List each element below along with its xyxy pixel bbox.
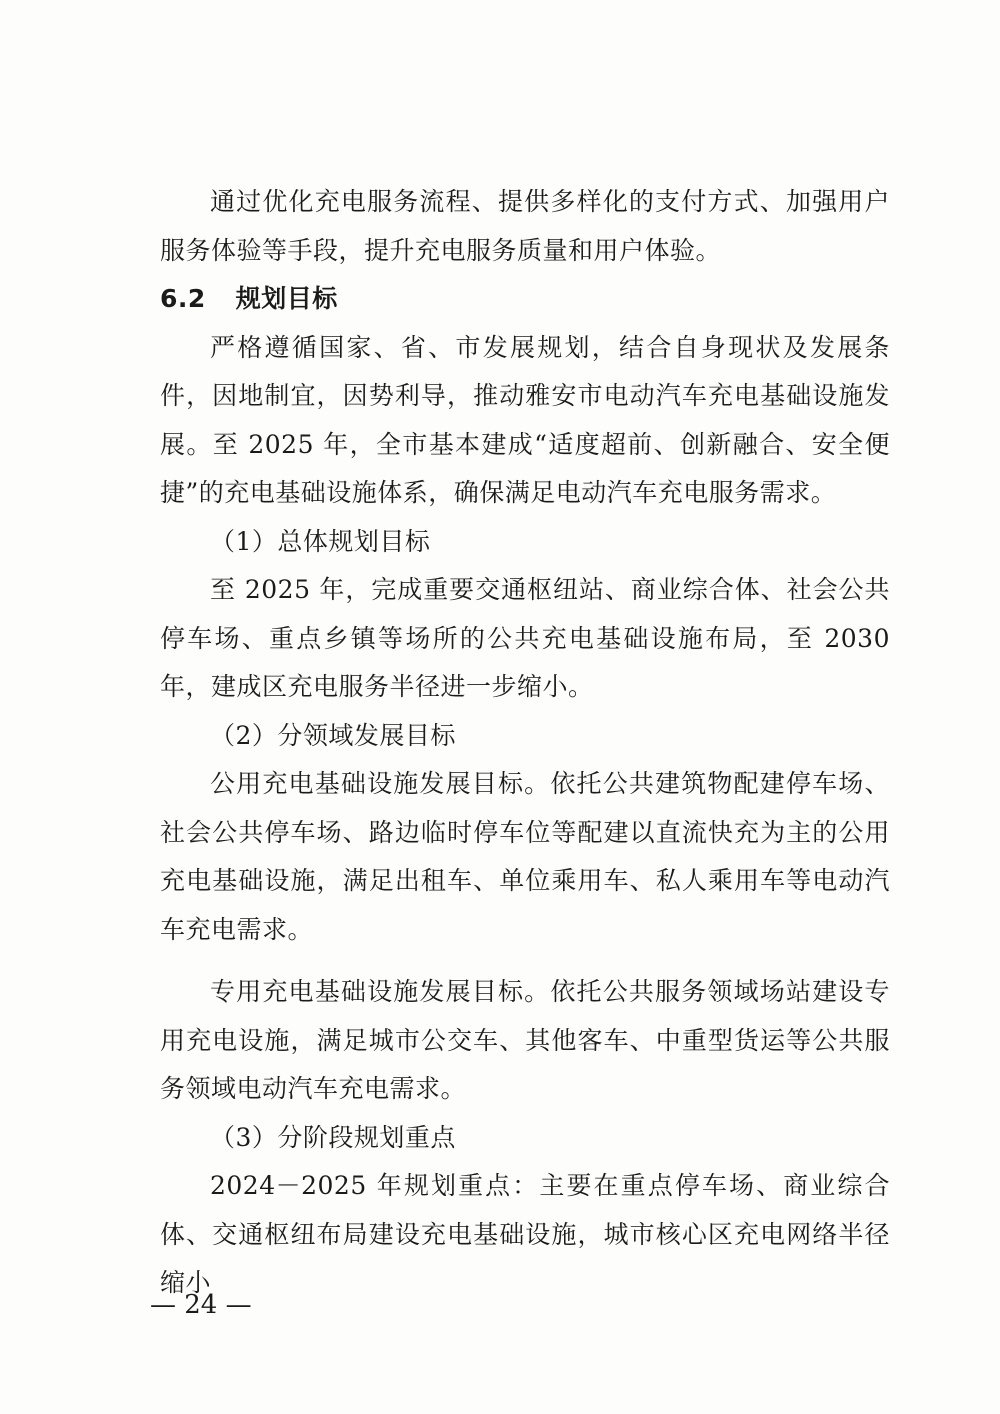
subheading-domain-goal: （2）分领域发展目标 [210,720,456,750]
subheading-overall-goal: （1）总体规划目标 [210,526,431,556]
paragraph-gap [160,954,890,968]
paragraph-public-charging: 公用充电基础设施发展目标。依托公共建筑物配建停车场、社会公共停车场、路边临时停车位等配建以直流快充为主的公用充电基础设施，满足出租车、单位乘用车、私人乘用车等电动汽车充电需求。 [160,769,890,944]
paragraph-stage-focus: 2024－2025 年规划重点：主要在重点停车场、商业综合体、交通枢纽布局建设充电基础设施，城市核心区充电网络半径缩小 [160,1171,890,1297]
paragraph-overall-goal: 至 2025 年，完成重要交通枢纽站、商业综合体、社会公共停车场、重点乡镇等场所的公共充电基础设施布局，至 2030 年，建成区充电服务半径进一步缩小。 [160,575,890,701]
section-number: 6.2 [160,284,206,313]
subheading-stage-focus: （3）分阶段规划重点 [210,1122,456,1152]
section-heading [160,275,890,324]
paragraph-service-experience: 通过优化充电服务流程、提供多样化的支付方式、加强用户服务体验等手段，提升充电服务质量和用户体验。 [160,187,890,265]
section-title: 规划目标 [235,284,338,313]
document-body [160,178,890,1308]
page-number: — 24 — [150,1290,252,1320]
paragraph-planning-goal: 严格遵循国家、省、市发展规划，结合自身现状及发展条件，因地制宜，因势利导，推动雅安市电动汽车充电基础设施发展。至 2025 年，全市基本建成“适度超前、创新融合、安全便捷”的充电基础设施体系，确保满足电动汽车充电服务需求。 [160,332,890,507]
paragraph-special-charging: 专用充电基础设施发展目标。依托公共服务领域场站建设专用充电设施，满足城市公交车、其他客车、中重型货运等公共服务领域电动汽车充电需求。 [160,977,890,1103]
